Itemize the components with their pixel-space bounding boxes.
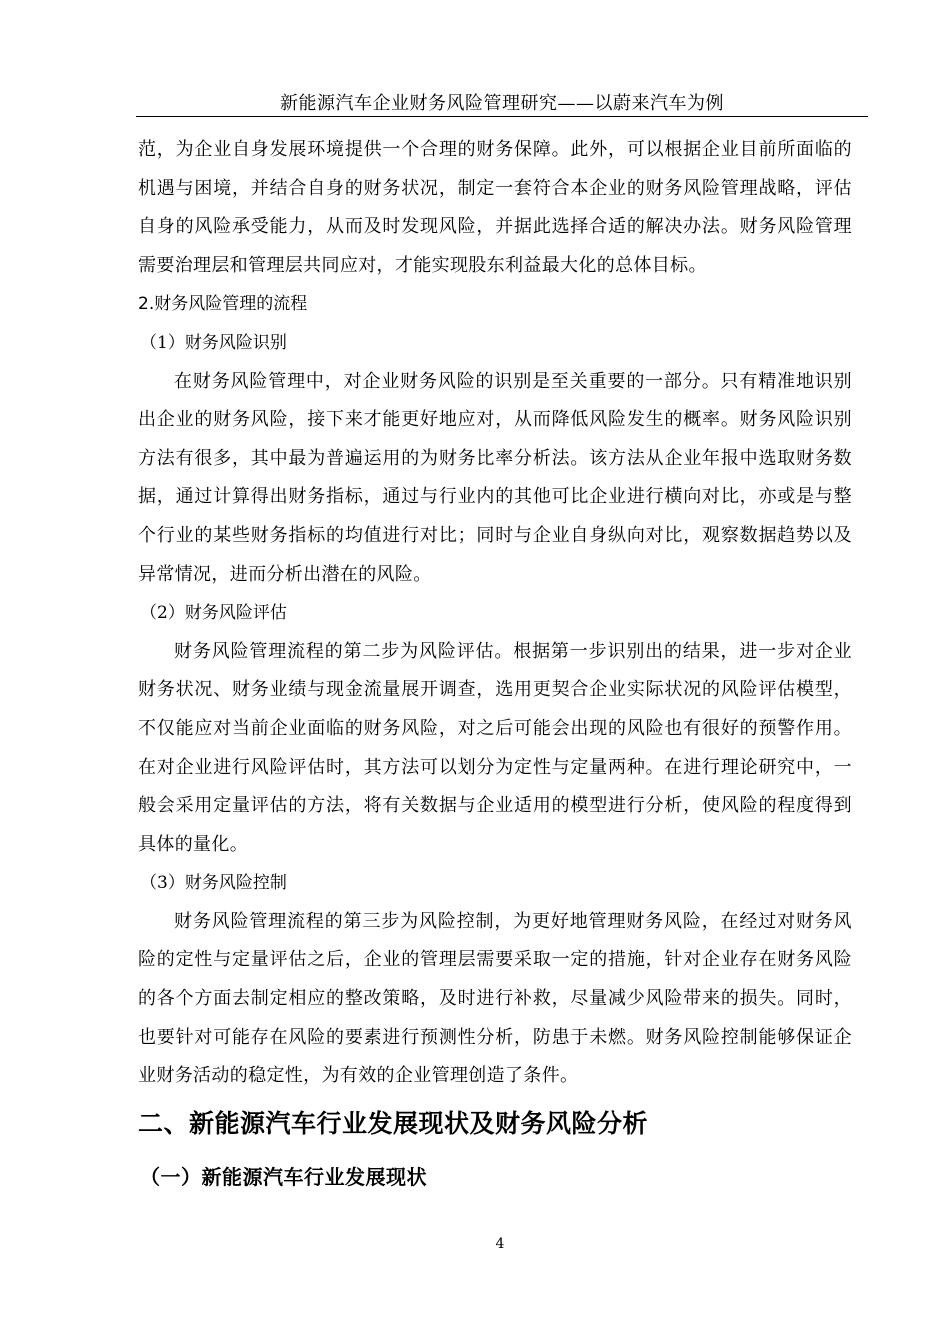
chapter-heading: 二、新能源汽车行业发展现状及财务风险分析 xyxy=(138,1109,649,1138)
intro-paragraph: 范，为企业自身发展环境提供一个合理的财务保障。此外，可以根据企业目前所面临的机遇与困境，并结合自身的财务状况，制定一套符合本企业的财务风险管理战略，评估自身的风险承受能力，从而及时发现风险，并据此选择合适的解决办法。财务风险管理需要治理层和管理层共同应对，才能实现股东利益最大化的总体目标。 xyxy=(138,139,852,276)
section-heading-industry-status: （一）新能源汽车行业发展现状 xyxy=(140,1165,427,1189)
header-rule xyxy=(136,116,868,117)
paragraph-risk-assessment: 财务风险管理流程的第二步为风险评估。根据第一步识别出的结果，进一步对企业财务状况、财务业绩与现金流量展开调查，选用更契合企业实际状况的风险评估模型，不仅能应对当前企业面临的财务风险，对之后可能会出现的风险也有很好的预警作用。在对企业进行风险评估时，其方法可以划分为定性与定量两种。在进行理论研究中，一般会采用定量评估的方法，将有关数据与企业适用的模型进行分析，使风险的程度得到具体的量化。 xyxy=(138,640,852,855)
subheading-risk-identification: （1）财务风险识别 xyxy=(140,332,287,353)
running-header: 新能源汽车企业财务风险管理研究——以蔚来汽车为例 xyxy=(280,93,724,114)
section-heading-process: 2.财务风险管理的流程 xyxy=(138,294,308,315)
subheading-risk-control: （3）财务风险控制 xyxy=(140,873,287,894)
paragraph-risk-identification: 在财务风险管理中，对企业财务风险的识别是至关重要的一部分。只有精准地识别出企业的财务风险，接下来才能更好地应对，从而降低风险发生的概率。财务风险识别方法有很多，其中最为普遍运用的为财务比率分析法。该方法从企业年报中选取财务数据，通过计算得出财务指标，通过与行业内的其他可比企业进行横向对比，亦或是与整个行业的某些财务指标的均值进行对比；同时与企业自身纵向对比，观察数据趋势以及异常情况，进而分析出潜在的风险。 xyxy=(138,370,852,585)
subheading-risk-assessment: （2）财务风险评估 xyxy=(140,603,287,624)
page-number: 4 xyxy=(495,1236,505,1252)
page-body xyxy=(138,131,852,1096)
paragraph-risk-control: 财务风险管理流程的第三步为风险控制，为更好地管理财务风险，在经过对财务风险的定性与定量评估之后，企业的管理层需要采取一定的措施，针对企业存在财务风险的各个方面去制定相应的整改策略，及时进行补救，尽量减少风险带来的损失。同时，也要针对可能存在风险的要素进行预测性分析，防患于未燃。财务风险控制能够保证企业财务活动的稳定性，为有效的企业管理创造了条件。 xyxy=(138,910,852,1087)
